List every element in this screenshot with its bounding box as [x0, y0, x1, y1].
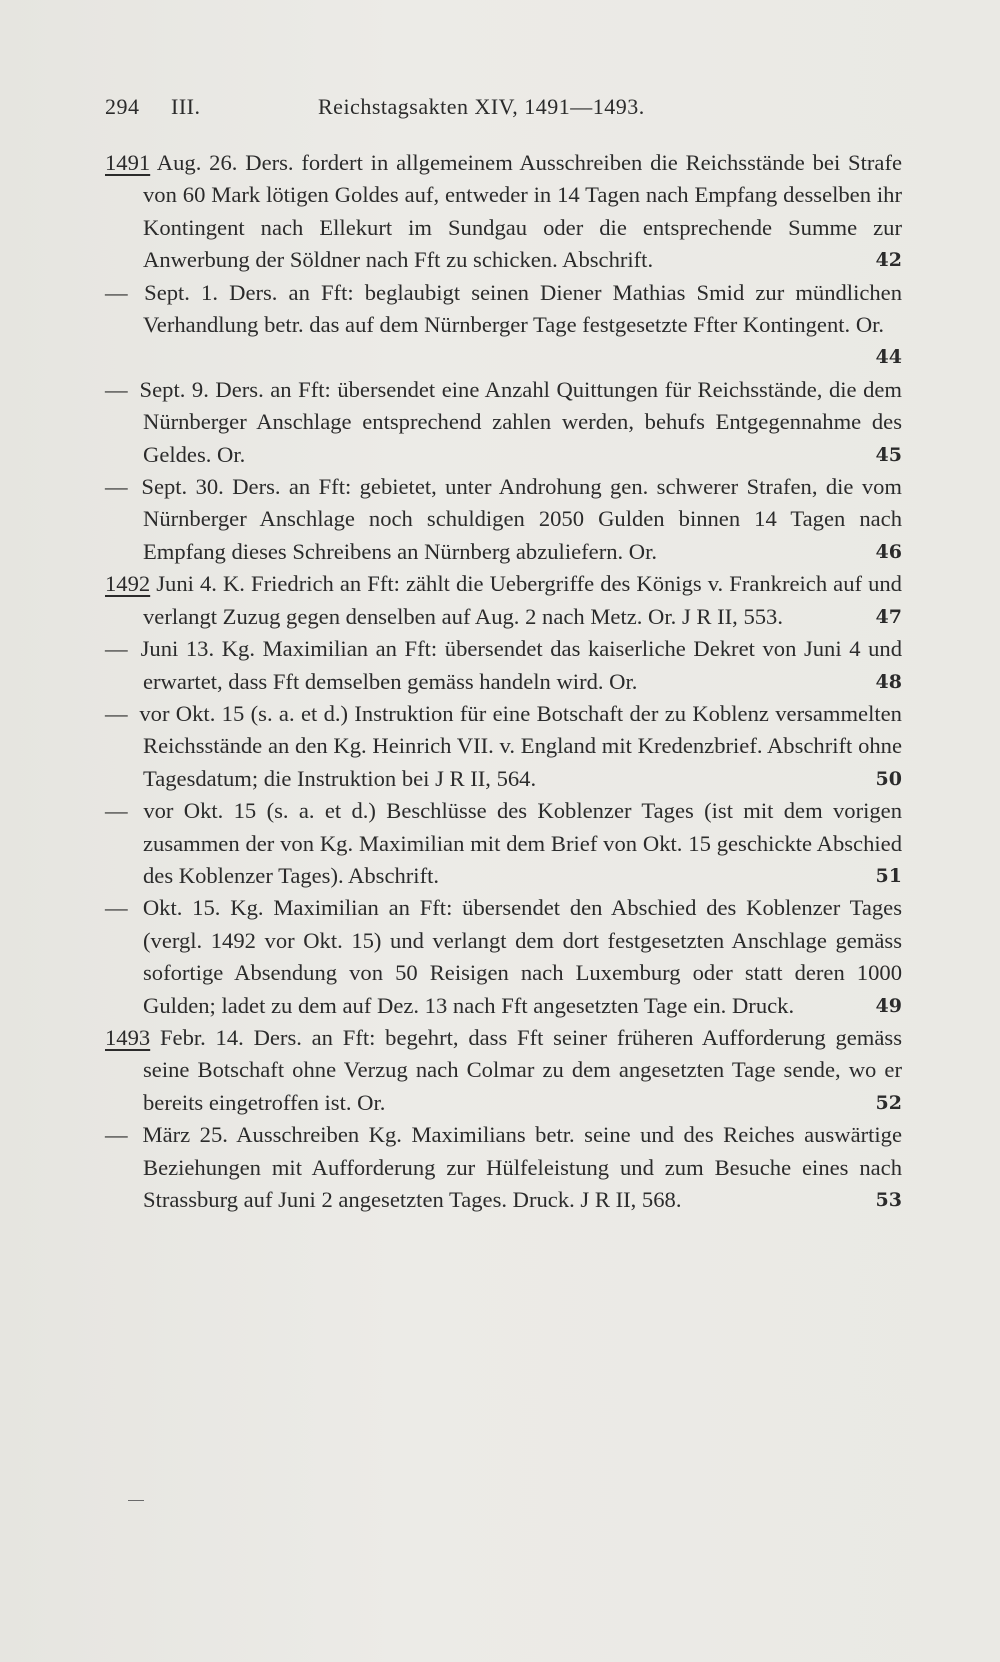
entry-number: 50 [875, 767, 902, 790]
entry-46 [105, 471, 902, 568]
entry-47 [105, 568, 902, 633]
entry-text: (s. a. et d.) Beschlüsse des Koblenzer Tages (ist mit dem vorigen zusammen der von Kg. Maximilian mit dem Brief von Okt. 15 geschickte Abschied des Koblenzer Tages). Abschrift. [143, 798, 902, 888]
entry-year: 1491 [105, 150, 151, 175]
running-title: Reichstagsakten XIV, 1491—1493. [318, 94, 645, 119]
repeat-dash: — [105, 474, 128, 500]
repeat-dash: — [105, 700, 128, 726]
entry-number: 53 [875, 1189, 902, 1211]
entry-number: 46 [875, 540, 902, 563]
repeat-dash: — [105, 376, 128, 402]
entry-number: 45 [875, 443, 902, 466]
regesten-list [105, 147, 902, 1216]
entry-45 [105, 374, 902, 471]
entry-text: Ausschreiben Kg. Maximilians betr. seine und des Reiches auswärtige Beziehungen mit Aufforderung zur Hülfeleistung und zum Besuche eines nach Strassburg auf Juni 2 angesetzten Tages. Druck. J R II, 568. [143, 1122, 903, 1212]
entry-text: K. Friedrich an Fft: zählt die Uebergriffe des Königs v. Frankreich auf und verlangt Zuzug gegen denselben auf Aug. 2 nach Metz. Or. J R II, 553. [143, 571, 902, 629]
entry-date: Sept. 1. [144, 279, 218, 305]
entry-49 [105, 892, 902, 1022]
entry-52 [105, 1022, 902, 1119]
repeat-dash: — [105, 636, 128, 662]
entry-date: Aug. 26. [156, 150, 238, 175]
entry-text: Ders. an Fft: beglaubigt seinen Diener Mathias Smid zur mündlichen Verhandlung betr. das auf dem Nürnberger Tage festgesetzte Ffter Kontingent. Or. [143, 279, 902, 338]
part-number: III. [171, 94, 201, 119]
entry-48 [105, 633, 902, 698]
entry-number: 49 [875, 994, 902, 1017]
entry-text: (s. a. et d.) Instruktion für eine Botschaft der zu Koblenz versammelten Reichsstände an den Kg. Heinrich VII. v. England mit Kredenzbrief. Abschrift ohne Tagesdatum; die Instruktion bei J R II, 564. [143, 700, 902, 791]
entry-42 [105, 147, 902, 277]
entry-date: Okt. 15. [142, 895, 221, 921]
entry-50 [105, 698, 902, 795]
entry-date: Sept. 30. [141, 474, 224, 500]
running-header [105, 94, 910, 124]
entry-number: 44 [875, 346, 902, 369]
entry-53 [105, 1119, 902, 1216]
entry-date: vor Okt. 15 [143, 798, 257, 824]
entry-44 [105, 277, 902, 374]
entry-text: Ders. an Fft: übersendet eine Anzahl Quittungen für Reichsstände, die dem Nürnberger Anschlage entsprechend zahlen werden, behufs Entgegennahme des Geldes. Or. [143, 376, 902, 467]
entry-text: Kg. Maximilian an Fft: übersendet das kaiserliche Dekret von Juni 4 und erwartet, dass Fft demselben gemäss handeln wird. Or. [143, 636, 903, 694]
entry-date: Febr. 14. [159, 1024, 244, 1050]
page-number: 294 [105, 94, 140, 119]
entry-text: Ders. an Fft: begehrt, dass Fft seiner früheren Aufforderung gemäss seine Botschaft ohne Verzug nach Colmar zu dem angesetzten Tage sende, wo er bereits eingetroffen ist. Or. [143, 1024, 902, 1115]
entry-text: Ders. an Fft: gebietet, unter Androhung gen. schwerer Strafen, die vom Nürnberger Anschlage noch schuldigen 2050 Gulden binnen 14 Tagen nach Empfang dieses Schreibens an Nürnberg abzuliefern. Or. [143, 474, 902, 564]
entry-date: Juni 4. [156, 571, 217, 597]
entry-date: vor Okt. 15 [139, 700, 245, 726]
entry-year: 1492 [105, 571, 151, 597]
entry-date: März 25. [142, 1122, 228, 1148]
entry-text: Ders. fordert in allgemeinem Ausschreiben die Reichsstände bei Strafe von 60 Mark lötigen Goldes auf, entweder in 14 Tagen nach Empfang desselben ihr Kontingent nach Ellekurt im Sundgau oder die entsprechende Summe zur Anwerbung der Söldner nach Fft zu schicken. Abschrift. [143, 150, 903, 273]
repeat-dash: — [105, 1122, 128, 1148]
repeat-dash: — [105, 895, 128, 921]
entry-date: Sept. 9. [139, 376, 209, 402]
entry-date: Juni 13. [140, 636, 215, 662]
entry-number: 48 [875, 670, 902, 693]
repeat-dash: — [105, 279, 128, 305]
entry-number: 51 [875, 864, 902, 887]
entry-year: 1493 [105, 1024, 151, 1050]
entry-text: Kg. Maximilian an Fft: übersendet den Abschied des Koblenzer Tages (vergl. 1492 vor Okt. 15) und verlangt dem dort festgesetzten Anschlage gemäss sofortige Absendung von 50 Reisigen nach Luxemburg oder statt deren 1000 Gulden; ladet zu dem auf Dez. 13 nach Fft angesetzten Tage ein. Druck. [143, 895, 903, 1018]
repeat-dash: — [105, 798, 128, 824]
bottom-dash-mark [128, 1500, 144, 1501]
entry-51 [105, 795, 902, 892]
entry-number: 47 [875, 605, 902, 628]
entry-number: 52 [875, 1091, 902, 1114]
entry-number: 42 [875, 249, 902, 272]
